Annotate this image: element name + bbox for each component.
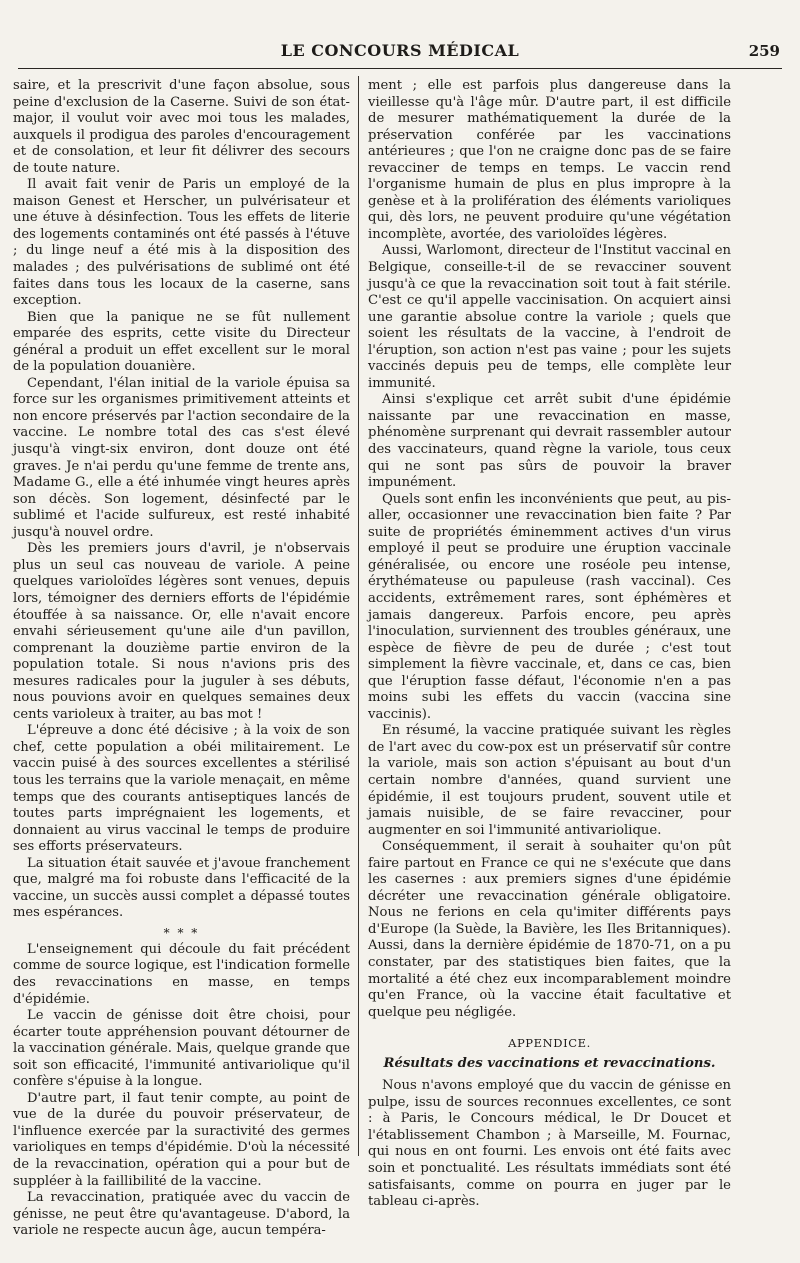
right-column (368, 78, 731, 1211)
paragraph: La revaccination, pratiquée avec du vaccin de génisse, ne peut être qu'avantageuse. D'abord, la variole ne respecte aucun âge, aucun tempéra- (13, 1190, 350, 1239)
paragraph: saire, et la prescrivit d'une façon absolue, sous peine d'exclusion de la Caserne. Suivi de son état-major, il voulut voir avec moi tous les malades, auxquels il prodigua des paroles d'encouragement et de consolation, et leur fit délivrer des secours de toute nature. (13, 78, 350, 176)
paragraph: L'épreuve a donc été décisive ; à la voix de son chef, cette population a obéi militairement. Le vaccin puisé à des sources excellentes a stérilisé tous les terrains que la variole menaçait, en même temps que des courants antiseptiques lancés de toutes parts imprégnaient les logements, et donnaient au virus vaccinal le temps de produire ses efforts préservateurs. (13, 723, 350, 855)
paragraph: Conséquemment, il serait à souhaiter qu'on pût faire partout en France ce qui ne s'exécute que dans les casernes : aux premiers signes d'une épidémie décréter une revaccination générale obligatoire. Nous ne ferions en cela qu'imiter différents pays d'Europe (la Suède, la Bavière, les Iles Britanniques). Aussi, dans la dernière épidémie de 1870-71, on a pu constater, par des statistiques bien faites, que la mortalité a été chez eux incomparablement moindre qu'en France, où la vaccine était facultative et quelque peu négligée. (368, 839, 731, 1020)
paragraph: Aussi, Warlomont, directeur de l'Institut vaccinal en Belgique, conseille-t-il de se revacciner souvent jusqu'à ce que la revaccination soit tout à fait stérile. C'est ce qu'il appelle vaccinisation. On acquiert ainsi une garantie absolue contre la variole ; quels que soient les résultats de la vaccine, à l'endroit de l'éruption, son action n'est pas vaine ; pour les sujets vaccinés depuis peu de temps, elle complète leur immunité. (368, 243, 731, 391)
paragraph: Ainsi s'explique cet arrêt subit d'une épidémie naissante par une revaccination en masse, phénomène surprenant qui devrait rassembler autour des vaccinateurs, quand règne la variole, tous ceux qui ne sont pas sûrs de pouvoir la braver impunément. (368, 392, 731, 491)
appendix-subheading: Résultats des vaccinations et revaccinations. (383, 1055, 716, 1071)
column-divider (358, 76, 359, 1156)
appendix-heading: APPENDICE. (508, 1036, 591, 1051)
page-number: 259 (748, 42, 780, 60)
paragraph: D'autre part, il faut tenir compte, au point de vue de la durée du pouvoir préservateur, de l'influence exercée par la suractivité des germes varioliques en temps d'épidémie. D'où la nécessité de la revaccination, opération qui a pour but de suppléer à la faillibilité de la vaccine. (13, 1090, 350, 1189)
page-header (18, 28, 782, 69)
paragraph: La situation était sauvée et j'avoue franchement que, malgré ma foi robuste dans l'efficacité de la vaccine, un succès aussi complet a dépassé toutes mes espérances. (13, 855, 350, 921)
left-column (13, 78, 350, 1240)
journal-title: LE CONCOURS MÉDICAL (280, 41, 520, 60)
paragraph: Bien que la panique ne se fût nullement emparée des esprits, cette visite du Directeur général a produit un effet excellent sur le moral de la population douanière. (13, 309, 350, 375)
paragraph: ment ; elle est parfois plus dangereuse dans la vieillesse qu'à l'âge mûr. D'autre part, il est difficile de mesurer mathématiquement la durée de la préservation conférée par les vaccinations antérieures ; que l'on ne craigne donc pas de se faire revacciner de temps en temps. Le vaccin rend l'organisme humain de plus en plus impropre à la genèse et à la prolifération des éléments varioliques qui, dès lors, ne peuvent produire qu'une végétation incomplète, avortée, des varioloïdes légères. (368, 78, 731, 242)
paragraph: Quels sont enfin les inconvénients que peut, au pis-aller, occasionner une revaccination bien faite ? Par suite de propriétés éminemment actives d'un virus employé il peut se produire une éruption vaccinale généralisée, ou encore une roséole peu intense, érythémateuse ou papuleuse (rash vaccinal). Ces accidents, extrêmement rares, sont éphémères et jamais dangereux. Parfois encore, peu après l'inoculation, surviennent des troubles généraux, une espèce de fièvre de peu de durée ; c'est tout simplement la fièvre vaccinale, et, dans ce cas, bien que l'éruption fasse défaut, l'économie n'en a pas moins subi les effets du vaccin (vaccina sine vaccinis). (368, 491, 731, 722)
paragraph: Il avait fait venir de Paris un employé de la maison Genest et Herscher, un pulvérisateur et une étuve à désinfection. Tous les effets de literie des logements contaminés ont été passés à l'étuve ; du linge neuf a été mis à la disposition des malades ; des pulvérisations de sublimé ont été faites dans tous les locaux de la caserne, sans exception. (13, 177, 350, 309)
paragraph: Dès les premiers jours d'avril, je n'observais plus un seul cas nouveau de variole. A peine quelques varioloïdes légères sont venues, depuis lors, témoigner des derniers efforts de l'épidémie étouffée à sa naissance. Or, elle n'avait encore envahi sérieusement qu'une aile d'un pavillon, comprenant la douzième partie environ de la population totale. Si nous n'avions pris des mesures radicales pour la juguler à ses débuts, nous pouvions avoir en quelques semaines deux cents varioleux à traiter, au bas mot ! (13, 541, 350, 722)
paragraph: Nous n'avons employé que du vaccin de génisse en pulpe, issu de sources reconnues excellentes, ce sont : à Paris, le Concours médical, le Dr Doucet et l'établissement Chambon ; à Marseille, M. Fournac, qui nous en ont fourni. Les envois ont été faits avec soin et ponctualité. Les résultats immédiats sont été satisfaisants, comme on pourra en juger par le tableau ci-après. (368, 1078, 731, 1210)
paragraph: Cependant, l'élan initial de la variole épuisa sa force sur les organismes primitivement atteints et non encore préservés par l'action secondaire de la vaccine. Le nombre total des cas s'est élevé jusqu'à vingt-six environ, dont douze ont été graves. Je n'ai perdu qu'une femme de trente ans, Madame G., elle a été inhumée vingt heures après son décès. Son logement, désinfecté par le sublimé et l'acide sulfureux, est resté inhabité jusqu'à nouvel ordre. (13, 375, 350, 540)
section-separator: * * * (163, 925, 200, 940)
paragraph: Le vaccin de génisse doit être choisi, pour écarter toute appréhension pouvant détourner de la vaccination générale. Mais, quelque grande que soit son efficacité, l'immunité antivariolique qu'il confère s'épuise à la longue. (13, 1008, 350, 1090)
paragraph: L'enseignement qui découle du fait précédent comme de source logique, est l'indication formelle des revaccinations en masse, en temps d'épidémie. (13, 941, 350, 1007)
paragraph: En résumé, la vaccine pratiquée suivant les règles de l'art avec du cow-pox est un préservatif sûr contre la variole, mais son action s'épuisant au bout d'un certain nombre d'années, quand survient une épidémie, il est toujours prudent, souvent utile et jamais nuisible, de se faire revacciner, pour augmenter en soi l'immunité antivariolique. (368, 723, 731, 838)
